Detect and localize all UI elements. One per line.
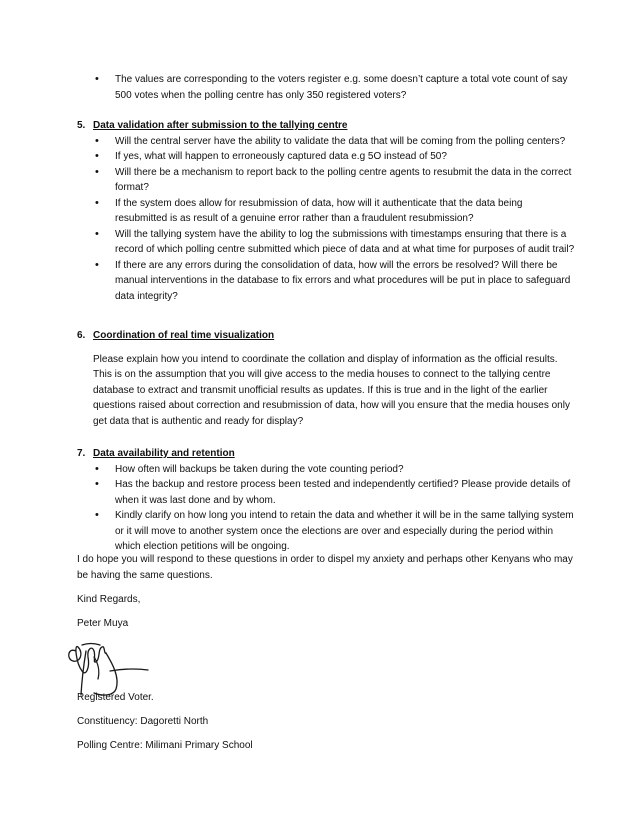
list-item: • If there are any errors during the consolidation of data, how will the errors be resolved? Will there be manual interventions in the database to fix errors and what procedures will be put in place to safeguard data integrity? (77, 258, 577, 305)
list-item: • The values are corresponding to the voters register e.g. some doesn’t capture a total vote count of say 500 votes when the polling centre has only 350 registered voters? (77, 72, 577, 103)
signer-name: Peter Muya (77, 618, 129, 629)
section-number: 6. (77, 330, 86, 341)
list-item: • If yes, what will happen to erroneously captured data e.g 5O instead of 50? (77, 149, 577, 165)
top-bullet-list (77, 72, 577, 103)
list-item: • Will the central server have the ability to validate the data that will be coming from the polling centers? (77, 134, 577, 150)
list-item: • Will the tallying system have the ability to log the submissions with timestamps ensuring that there is a record of which polling centre submitted which piece of data and at what time for purposes of audit trail? (77, 227, 577, 258)
regards-line: Kind Regards, (77, 594, 141, 605)
section-title: Data validation after submission to the tallying centre (93, 120, 348, 131)
section-5 (77, 118, 577, 304)
section-heading (77, 118, 577, 134)
list-item: • Has the backup and restore process been tested and independently certified? Please provide details of when it was last done and by whom. (77, 477, 577, 508)
section-number: 5. (77, 120, 86, 131)
list-item: • Kindly clarify on how long you intend to retain the data and whether it will be in the same tallying system or it will move to another system once the elections are over and especially during the period within which election petitions will be ongoing. (77, 508, 577, 555)
closing-paragraph: I do hope you will respond to these questions in order to dispel my anxiety and perhaps other Kenyans who may be having the same questions. (77, 554, 573, 581)
polling-centre-line: Polling Centre: Milimani Primary School (77, 740, 253, 751)
constituency-line: Constituency: Dagoretti North (77, 716, 209, 727)
signer-role: Registered Voter. (77, 692, 154, 703)
section-7-bullet-list (77, 462, 577, 555)
section-title: Data availability and retention (93, 448, 235, 459)
section-number: 7. (77, 448, 86, 459)
list-item: • If the system does allow for resubmission of data, how will it authenticate that the data being resubmitted is as result of a genuine error rather than a fraudulent resubmission? (77, 196, 577, 227)
section-6 (77, 328, 577, 429)
section-heading (77, 328, 577, 344)
list-item: • How often will backups be taken during the vote counting period? (77, 462, 577, 478)
section-5-bullet-list (77, 134, 577, 305)
section-heading (77, 446, 577, 462)
section-paragraph: Please explain how you intend to coordinate the collation and display of information as the official results. This is on the assumption that you will give access to the media houses to connect to the tallying centre database to extract and transmit unofficial results as updates. If this is true and in the light of the earlier questions raised about correction and resubmission of data, how will you ensure that the media houses only get data that is authentic and ready for display? (93, 353, 570, 427)
list-item: • Will there be a mechanism to report back to the polling centre agents to resubmit the data in the correct format? (77, 165, 577, 196)
section-title: Coordination of real time visualization (93, 330, 275, 341)
section-7 (77, 446, 577, 555)
